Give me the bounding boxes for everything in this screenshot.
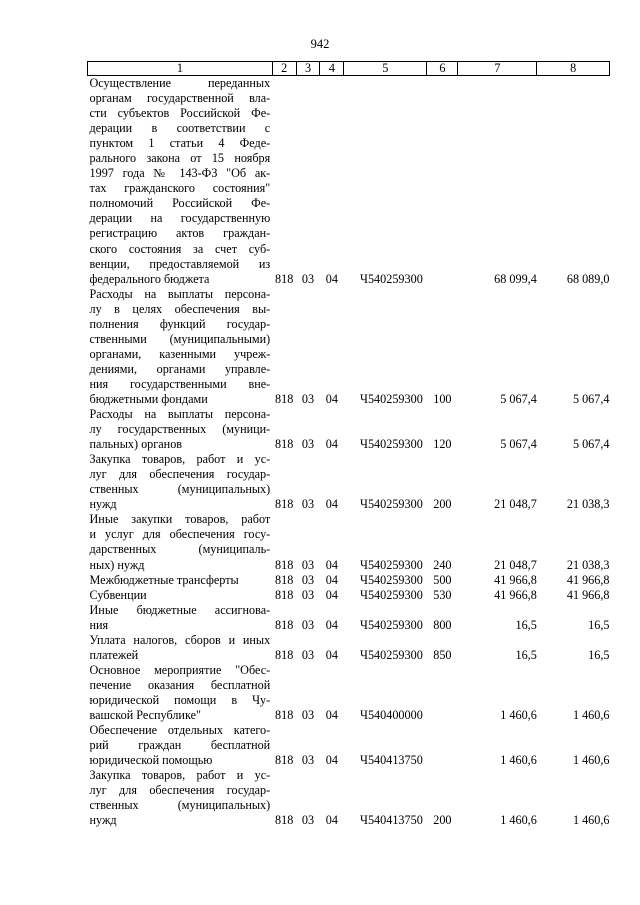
table-row: [88, 407, 610, 452]
row-name-line: ственных (муниципальных): [89, 482, 271, 497]
row-name-line: органами, казенными учреж-: [89, 346, 271, 361]
row-name-line: Расходы на выплаты персона-: [89, 286, 271, 301]
table-row: [88, 573, 610, 588]
row-section-code: 03: [301, 572, 315, 587]
row-subsection-code: 04: [325, 497, 338, 512]
row-subsection-code: 04: [325, 753, 338, 768]
header-cell: 2: [272, 62, 296, 76]
row-section-code: 03: [301, 587, 315, 602]
row-name: [88, 768, 273, 828]
row-name-line: тах гражданского состояния": [89, 181, 271, 196]
row-name-line: Расходы на выплаты персона-: [89, 407, 271, 422]
row-subsection-code: 04: [325, 557, 338, 572]
row-name-line: Осуществление переданных: [89, 76, 271, 90]
row-name-line: Закупка товаров, работ и ус-: [89, 768, 271, 783]
row-name-line: Закупка товаров, работ и ус-: [89, 452, 271, 467]
row-name-line: регистрацию актов граждан-: [89, 226, 271, 241]
row-name-line: ского состояния за счет суб-: [89, 241, 271, 256]
row-amount-1: 1 460,6: [500, 707, 537, 722]
header-cell: 5: [344, 62, 427, 76]
row-name-line: Уплата налогов, сборов и иных: [89, 632, 271, 647]
table-row: [88, 633, 610, 663]
row-target-code: Ч540413750: [360, 753, 423, 768]
row-amount-2: 21 038,3: [566, 557, 610, 572]
row-section-code: 03: [301, 647, 315, 662]
row-expense-type: 500: [433, 572, 452, 587]
row-amount-1: 16,5: [515, 617, 537, 632]
row-name-line: лу в целях обеспечения вы-: [89, 301, 271, 316]
row-name-line: ния: [89, 617, 109, 632]
row-target-code: Ч540259300: [360, 391, 423, 406]
row-expense-type: 800: [433, 617, 452, 632]
row-name-line: печение оказания бесплатной: [89, 677, 271, 692]
row-admin-code: 818: [275, 572, 294, 587]
row-name-line: пальных) органов: [89, 437, 183, 452]
row-name-line: органам государственной вла-: [89, 91, 271, 106]
row-name-line: пунктом 1 статьи 4 Феде-: [89, 136, 271, 151]
row-name-line: нужд: [89, 813, 117, 828]
row-admin-code: 818: [275, 271, 294, 286]
row-name: [88, 723, 273, 768]
row-name-line: рального закона от 15 ноября: [89, 151, 271, 166]
row-name: [88, 287, 273, 407]
row-name-line: федерального бюджета: [89, 271, 210, 286]
row-amount-1: 41 966,8: [494, 572, 537, 587]
row-name: [88, 76, 273, 287]
table-row: [88, 588, 610, 603]
row-subsection-code: 04: [325, 391, 338, 406]
row-subsection-code: 04: [325, 647, 338, 662]
row-name: [88, 588, 273, 603]
row-section-code: 03: [301, 437, 315, 452]
row-section-code: 03: [301, 707, 315, 722]
row-name-line: 1997 года № 143-ФЗ "Об ак-: [89, 166, 271, 181]
row-name-line: Субвенции: [89, 587, 147, 602]
row-name-line: дарственных (муниципаль-: [89, 542, 271, 557]
row-amount-2: 41 966,8: [566, 572, 610, 587]
row-subsection-code: 04: [325, 572, 338, 587]
row-name-line: Межбюджетные трансферты: [89, 572, 239, 587]
row-name-line: луг для обеспечения государ-: [89, 783, 271, 798]
row-name-line: нужд: [89, 497, 117, 512]
row-amount-2: 21 038,3: [566, 497, 610, 512]
row-target-code: Ч540259300: [360, 557, 423, 572]
row-target-code: Ч540400000: [360, 707, 423, 722]
row-target-code: Ч540259300: [360, 497, 423, 512]
header-row: [88, 62, 610, 76]
row-amount-2: 1 460,6: [572, 813, 610, 828]
row-target-code: Ч540259300: [360, 647, 423, 662]
row-amount-2: 16,5: [588, 647, 610, 662]
header-cell: 7: [458, 62, 537, 76]
row-amount-1: 41 966,8: [494, 587, 537, 602]
row-expense-type: 240: [433, 557, 452, 572]
row-name-line: ственных (муниципальных): [89, 798, 271, 813]
header-cell: 6: [427, 62, 458, 76]
row-expense-type: [427, 723, 458, 768]
row-expense-type: 120: [433, 437, 452, 452]
table-row: [88, 663, 610, 723]
row-expense-type: 100: [433, 391, 452, 406]
row-subsection-code: 04: [325, 271, 338, 286]
row-name-line: Иные закупки товаров, работ: [89, 512, 271, 527]
row-target-code: Ч540259300: [360, 271, 423, 286]
header-cell: 4: [320, 62, 344, 76]
row-target-code: Ч540259300: [360, 587, 423, 602]
row-name-line: луг для обеспечения государ-: [89, 467, 271, 482]
table-row: [88, 723, 610, 768]
row-admin-code: 818: [275, 497, 294, 512]
row-name-line: ственными (муниципальными): [89, 331, 271, 346]
row-name-line: и услуг для обеспечения госу-: [89, 527, 271, 542]
row-amount-2: 1 460,6: [572, 753, 610, 768]
table-row: [88, 452, 610, 512]
row-name-line: ных) нужд: [89, 557, 145, 572]
row-section-code: 03: [301, 497, 315, 512]
row-name-line: юридической помощи в Чу-: [89, 692, 271, 707]
row-section-code: 03: [301, 753, 315, 768]
row-name: [88, 512, 273, 572]
row-admin-code: 818: [275, 391, 294, 406]
row-admin-code: 818: [275, 813, 294, 828]
row-amount-1: 21 048,7: [494, 557, 537, 572]
row-name-line: рий граждан бесплатной: [89, 738, 271, 753]
row-amount-2: 5 067,4: [572, 391, 610, 406]
row-amount-2: 1 460,6: [572, 707, 610, 722]
row-expense-type: [427, 663, 458, 723]
page-number: 942: [310, 37, 330, 51]
row-section-code: 03: [301, 813, 315, 828]
row-target-code: Ч540413750: [360, 813, 423, 828]
row-name-line: полнения функций государ-: [89, 316, 271, 331]
row-expense-type: 200: [433, 813, 452, 828]
row-name-line: бюджетными фондами: [89, 391, 208, 406]
header-cell: 1: [88, 62, 273, 76]
row-name: [88, 452, 273, 512]
row-name-line: сти субъектов Российской Фе-: [89, 106, 271, 121]
row-name-line: полномочий Российской Фе-: [89, 196, 271, 211]
row-section-code: 03: [301, 271, 315, 286]
row-admin-code: 818: [275, 617, 294, 632]
row-name: [88, 663, 273, 723]
row-admin-code: 818: [275, 557, 294, 572]
row-expense-type: 200: [433, 497, 452, 512]
row-amount-2: 16,5: [588, 617, 610, 632]
row-subsection-code: 04: [325, 587, 338, 602]
row-admin-code: 818: [275, 707, 294, 722]
row-amount-1: 5 067,4: [500, 437, 537, 452]
row-expense-type: 530: [433, 587, 452, 602]
row-amount-1: 16,5: [515, 647, 537, 662]
row-amount-1: 21 048,7: [494, 497, 537, 512]
row-subsection-code: 04: [325, 813, 338, 828]
row-section-code: 03: [301, 617, 315, 632]
table-row: [88, 603, 610, 633]
row-name: [88, 573, 273, 588]
row-section-code: 03: [301, 391, 315, 406]
header-cell: 3: [296, 62, 320, 76]
row-admin-code: 818: [275, 437, 294, 452]
row-amount-2: 68 089,0: [566, 271, 610, 286]
row-name-line: платежей: [89, 647, 139, 662]
table-row: [88, 287, 610, 407]
row-subsection-code: 04: [325, 707, 338, 722]
row-amount-2: 41 966,8: [566, 587, 610, 602]
row-amount-1: 1 460,6: [500, 753, 537, 768]
row-name: [88, 633, 273, 663]
row-target-code: Ч540259300: [360, 617, 423, 632]
row-name: [88, 407, 273, 452]
row-target-code: Ч540259300: [360, 572, 423, 587]
row-name-line: дерации в соответствии с: [89, 121, 271, 136]
table-row: [88, 768, 610, 828]
row-name-line: ния государственными вне-: [89, 376, 271, 391]
row-name-line: венции, предоставляемой из: [89, 256, 271, 271]
row-name: [88, 603, 273, 633]
row-name-line: юридической помощью: [89, 753, 213, 768]
row-admin-code: 818: [275, 647, 294, 662]
row-amount-1: 5 067,4: [500, 391, 537, 406]
row-expense-type: [427, 76, 458, 287]
row-amount-1: 68 099,4: [494, 271, 537, 286]
row-expense-type: 850: [433, 647, 452, 662]
row-amount-2: 5 067,4: [572, 437, 610, 452]
header-cell: 8: [537, 62, 610, 76]
row-name-line: вашской Республике": [89, 707, 201, 722]
row-admin-code: 818: [275, 587, 294, 602]
row-name-line: лу государственных (муници-: [89, 422, 271, 437]
row-subsection-code: 04: [325, 617, 338, 632]
row-amount-1: 1 460,6: [500, 813, 537, 828]
table-row: [88, 512, 610, 572]
row-name-line: Обеспечение отдельных катего-: [89, 723, 271, 738]
budget-table: [87, 61, 610, 828]
row-name-line: Иные бюджетные ассигнова-: [89, 602, 271, 617]
row-name-line: дерации на государственную: [89, 211, 271, 226]
row-name-line: Основное мероприятие "Обес-: [89, 662, 271, 677]
table-row: [88, 76, 610, 287]
row-name-line: дениями, органами управле-: [89, 361, 271, 376]
row-target-code: Ч540259300: [360, 437, 423, 452]
row-section-code: 03: [301, 557, 315, 572]
row-subsection-code: 04: [325, 437, 338, 452]
row-admin-code: 818: [275, 753, 294, 768]
